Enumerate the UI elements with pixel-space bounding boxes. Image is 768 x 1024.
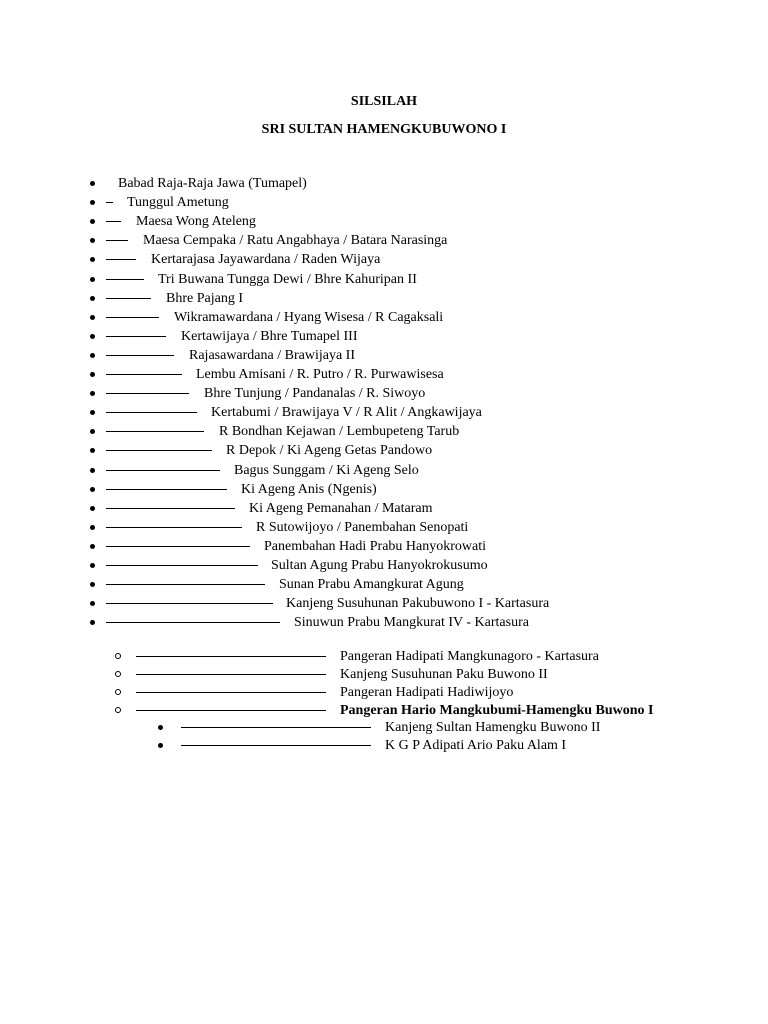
circle-bullet-icon — [115, 671, 121, 677]
generation-connector-line — [136, 692, 326, 693]
generation-connector-line — [106, 412, 197, 413]
document-title: SILSILAH — [350, 94, 418, 109]
generation-connector-line — [136, 674, 326, 675]
generation-connector-line — [106, 603, 273, 604]
bullet-icon — [90, 219, 95, 224]
bullet-icon — [90, 372, 95, 377]
lineage-name: R Sutowijoyo / Panembahan Senopati — [256, 519, 469, 535]
generation-connector-line — [106, 317, 159, 318]
lineage-name: Panembahan Hadi Prabu Hanyokrowati — [264, 538, 486, 554]
lineage-name: Ki Ageng Anis (Ngenis) — [241, 481, 377, 497]
lineage-name: Sinuwun Prabu Mangkurat IV - Kartasura — [294, 615, 529, 631]
bullet-icon — [158, 743, 163, 748]
child-name: Pangeran Hario Mangkubumi-Hamengku Buwono I — [340, 703, 654, 718]
lineage-name: Rajasawardana / Brawijaya II — [189, 347, 355, 363]
generation-connector-line — [106, 565, 258, 566]
generation-connector-line — [181, 745, 371, 746]
generation-connector-line — [106, 489, 227, 490]
generation-connector-line — [106, 622, 280, 623]
lineage-name: Sultan Agung Prabu Hanyokrokusumo — [271, 558, 488, 573]
bullet-icon — [90, 315, 95, 320]
bullet-icon — [90, 429, 95, 434]
lineage-name: Lembu Amisani / R. Putro / R. Purwawisesa — [196, 367, 444, 382]
generation-connector-line — [106, 221, 121, 222]
bullet-icon — [90, 391, 95, 396]
lineage-name: Bhre Pajang I — [166, 290, 243, 306]
child-name: Pangeran Hadipati Mangkunagoro - Kartasura — [340, 649, 599, 664]
generation-connector-line — [106, 450, 212, 451]
circle-bullet-icon — [115, 653, 121, 659]
generation-connector-line — [106, 355, 174, 356]
bullet-icon — [90, 525, 95, 530]
bullet-icon — [90, 277, 95, 282]
lineage-name: Wikramawardana / Hyang Wisesa / R Cagaksali — [174, 309, 444, 325]
lineage-name: R Depok / Ki Ageng Getas Pandowo — [226, 443, 433, 459]
lineage-name: Kertawijaya / Bhre Tumapel III — [181, 328, 358, 344]
generation-connector-line — [136, 656, 326, 657]
bullet-icon — [90, 563, 95, 568]
bullet-icon — [158, 725, 163, 730]
bullet-icon — [90, 620, 95, 625]
bullet-icon — [90, 334, 95, 339]
generation-connector-line — [181, 727, 371, 728]
lineage-name: R Bondhan Kejawan / Lembupeteng Tarub — [219, 424, 460, 440]
lineage-name: Kanjeng Susuhunan Pakubuwono I - Kartasura — [286, 596, 550, 612]
lineage-name: Ki Ageng Pemanahan / Mataram — [249, 500, 433, 516]
lineage-name: Kertarajasa Jayawardana / Raden Wijaya — [151, 252, 381, 268]
generation-connector-line — [106, 279, 144, 280]
bullet-icon — [90, 353, 95, 358]
grandchild-name: Kanjeng Sultan Hamengku Buwono II — [385, 720, 601, 735]
bullet-icon — [90, 200, 95, 205]
generation-connector-line — [106, 374, 182, 375]
grandchild-name: K G P Adipati Ario Paku Alam I — [385, 738, 567, 753]
generation-connector-line — [106, 393, 189, 394]
lineage-name: Bagus Sunggam / Ki Ageng Selo — [234, 462, 419, 478]
generation-connector-line — [106, 336, 166, 337]
lineage-name: Babad Raja-Raja Jawa (Tumapel) — [118, 176, 307, 191]
lineage-name: Tri Buwana Tungga Dewi / Bhre Kahuripan II — [158, 271, 417, 287]
bullet-icon — [90, 296, 95, 301]
bullet-icon — [90, 410, 95, 415]
bullet-icon — [90, 544, 95, 549]
bullet-icon — [90, 181, 95, 186]
generation-connector-line — [106, 240, 128, 241]
bullet-icon — [90, 601, 95, 606]
lineage-name: Maesa Wong Ateleng — [136, 214, 256, 230]
generation-connector-line — [136, 710, 326, 711]
child-name: Pangeran Hadipati Hadiwijoyo — [340, 685, 514, 700]
document-subtitle: SRI SULTAN HAMENGKUBUWONO I — [261, 122, 507, 137]
generation-connector-line — [106, 508, 235, 509]
lineage-name: Kertabumi / Brawijaya V / R Alit / Angkawijaya — [211, 405, 482, 421]
generation-connector-line — [106, 584, 265, 585]
generation-connector-line — [106, 298, 151, 299]
bullet-icon — [90, 468, 95, 473]
generation-connector-line — [106, 470, 220, 471]
lineage-name: Sunan Prabu Amangkurat Agung — [279, 577, 464, 593]
generation-connector-line — [106, 546, 250, 547]
lineage-name: Tunggul Ametung — [127, 195, 229, 211]
bullet-icon — [90, 238, 95, 243]
circle-bullet-icon — [115, 707, 121, 713]
child-name: Kanjeng Susuhunan Paku Buwono II — [340, 667, 548, 682]
bullet-icon — [90, 487, 95, 492]
lineage-name: Bhre Tunjung / Pandanalas / R. Siwoyo — [204, 386, 426, 402]
bullet-icon — [90, 506, 95, 511]
generation-connector-line — [106, 431, 204, 432]
circle-bullet-icon — [115, 689, 121, 695]
bullet-icon — [90, 582, 95, 587]
generation-connector-line — [106, 259, 136, 260]
generation-connector-line — [106, 202, 113, 203]
lineage-name: Maesa Cempaka / Ratu Angabhaya / Batara Narasinga — [143, 233, 448, 249]
generation-connector-line — [106, 527, 242, 528]
bullet-icon — [90, 257, 95, 262]
bullet-icon — [90, 448, 95, 453]
